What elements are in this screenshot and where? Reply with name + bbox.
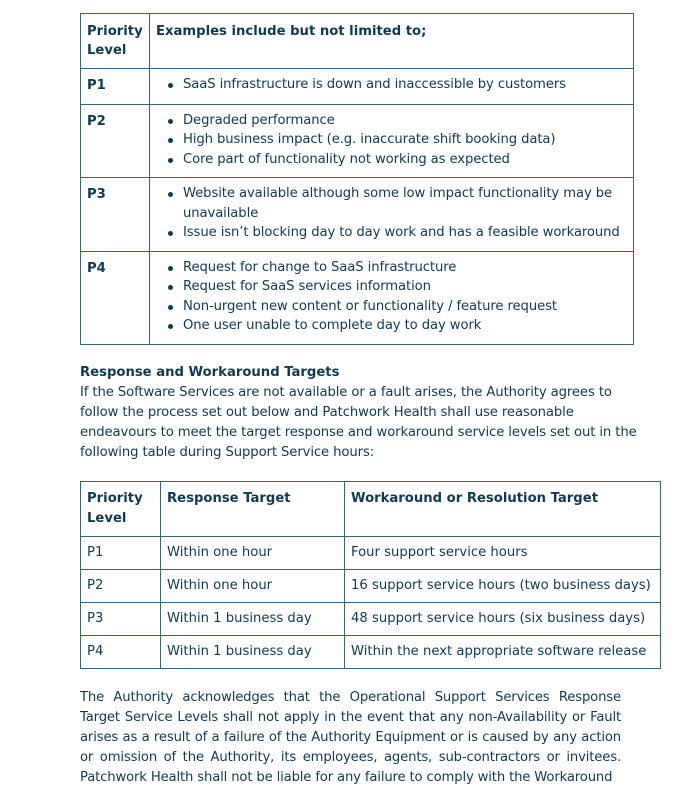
- examples-cell: [150, 104, 634, 178]
- workaround-target-cell: 16 support service hours (two business days): [345, 570, 661, 603]
- table-row: [81, 251, 634, 344]
- response-target-cell: Within 1 business day: [161, 603, 345, 636]
- table-row: [81, 69, 634, 105]
- table-row: [81, 570, 661, 603]
- table-row: [81, 104, 634, 178]
- table-row: [81, 537, 661, 570]
- list-item: Degraded performance: [183, 111, 627, 131]
- response-target-cell: Within one hour: [161, 570, 345, 603]
- header-workaround-target: Workaround or Resolution Target: [345, 482, 661, 537]
- response-target-cell: Within one hour: [161, 537, 345, 570]
- section-heading: Response and Workaround Targets: [80, 365, 340, 380]
- header-examples: Examples include but not limited to;: [150, 14, 634, 69]
- examples-list: [156, 184, 627, 243]
- acknowledgement-paragraph: The Authority acknowledges that the Operational Support Services Response Target Service Levels shall not apply in the event that any non-Availability or Fault arises as a result of a failure of the Authority Equipment or is caused by any action or omission of the Authority, its employees, agents, sub-contractors or invitees. Patchwork Health shall not be liable for any failure to comply with the Workaround: [80, 690, 621, 785]
- response-targets-table: [80, 481, 661, 669]
- list-item: Core part of functionality not working as expected: [183, 150, 627, 170]
- examples-list: [156, 111, 627, 170]
- priority-level-cell: P3: [81, 178, 150, 252]
- list-item: Issue isn’t blocking day to day work and has a feasible workaround: [183, 223, 627, 243]
- priority-level-cell: P4: [81, 636, 161, 669]
- list-item: Website available although some low impact functionality may be unavailable: [183, 184, 627, 223]
- examples-cell: [150, 178, 634, 252]
- list-item: One user unable to complete day to day work: [183, 316, 627, 336]
- list-item: Non-urgent new content or functionality / feature request: [183, 297, 627, 317]
- table-header-row: [81, 482, 661, 537]
- list-item: SaaS infrastructure is down and inaccessible by customers: [183, 75, 627, 95]
- priority-level-cell: P2: [81, 570, 161, 603]
- list-item: High business impact (e.g. inaccurate shift booking data): [183, 130, 627, 150]
- examples-cell: [150, 69, 634, 105]
- response-target-cell: Within 1 business day: [161, 636, 345, 669]
- priority-level-cell: P1: [81, 69, 150, 105]
- header-priority-level: Priority Level: [81, 482, 161, 537]
- table-row: [81, 178, 634, 252]
- list-item: Request for change to SaaS infrastructure: [183, 258, 627, 278]
- workaround-target-cell: 48 support service hours (six business days): [345, 603, 661, 636]
- list-item: Request for SaaS services information: [183, 277, 627, 297]
- priority-level-cell: P2: [81, 104, 150, 178]
- header-response-target: Response Target: [161, 482, 345, 537]
- examples-list: [156, 258, 627, 336]
- priority-level-cell: P4: [81, 251, 150, 344]
- workaround-target-cell: Within the next appropriate software release: [345, 636, 661, 669]
- table-row: [81, 636, 661, 669]
- header-priority-level: Priority Level: [81, 14, 150, 69]
- priority-level-cell: P1: [81, 537, 161, 570]
- table-row: [81, 603, 661, 636]
- workaround-target-cell: Four support service hours: [345, 537, 661, 570]
- priority-level-cell: P3: [81, 603, 161, 636]
- table-header-row: [81, 14, 634, 69]
- examples-cell: [150, 251, 634, 344]
- intro-paragraph: If the Software Services are not available or a fault arises, the Authority agrees to follow the process set out below and Patchwork Health shall use reasonable endeavours to meet the target response and workaround service levels set out in the following table during Support Service hours:: [80, 385, 637, 460]
- priority-level-table: [80, 13, 634, 345]
- examples-list: [156, 75, 627, 95]
